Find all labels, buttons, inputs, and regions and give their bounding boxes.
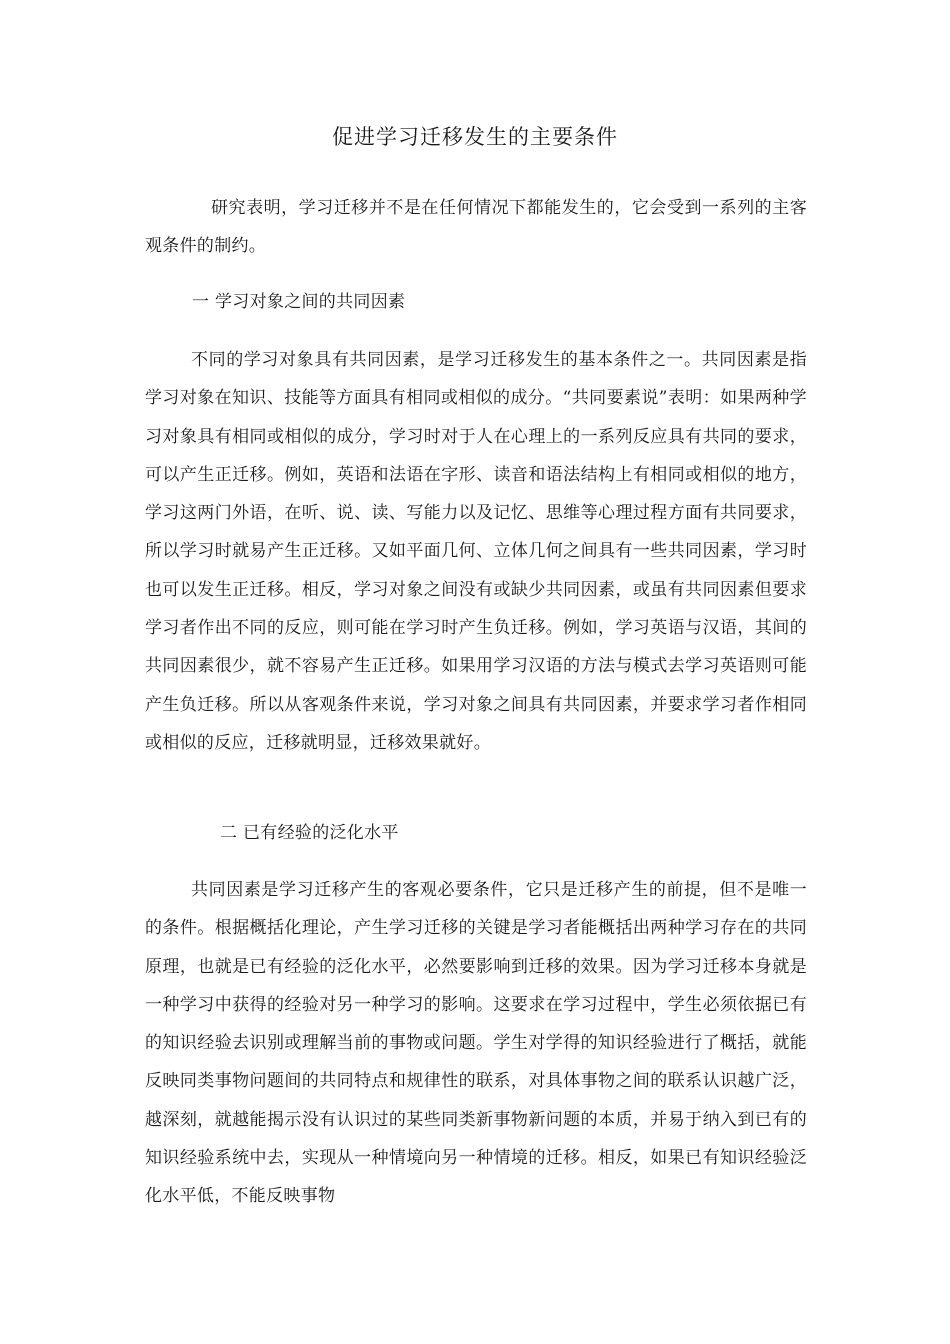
section-heading-1: 一 学习对象之间的共同因素 xyxy=(192,292,406,312)
section-paragraph-1: 不同的学习对象具有共同因素，是学习迁移发生的基本条件之一。共同因素是指学习对象在知识、技能等方面具有相同或相似的成分。“共同要素说”表明：如果两种学习对象具有相同或相似的成分，学习时对于人在心理上的一系列反应具有共同的要求，可以产生正迁移。例如，英语和法语在字形、读音和语法结构上有相同或相似的地方，学习这两门外语，在听、说、读、写能力以及记忆、思维等心理过程方面有共同要求，所以学习时就易产生正迁移。又如平面几何、立体几何之间具有一些共同因素，学习时也可以发生正迁移。相反，学习对象之间没有或缺少共同因素，或虽有共同因素但要求学习者作出不同的反应，则可能在学习时产生负迁移。例如，学习英语与汉语，其间的共同因素很少，就不容易产生正迁移。如果用学习汉语的方法与模式去学习英语则可能产生负迁移。所以从客观条件来说，学习对象之间具有共同因素，并要求学习者作相同或相似的反应，迁移就明显，迁移效果就好。 xyxy=(145,350,807,753)
section-paragraph-2: 共同因素是学习迁移产生的客观必要条件，它只是迁移产生的前提，但不是唯一的条件。根据概括化理论，产生学习迁移的关键是学习者能概括出两种学习存在的共同原理，也就是已有经验的泛化水平，必然要影响到迁移的效果。因为学习迁移本身就是一种学习中获得的经验对另一种学习的影响。这要求在学习过程中，学生必须依据已有的知识经验去识别或理解当前的事物或问题。学生对学得的知识经验进行了概括，就能反映同类事物问题间的共同特点和规律性的联系，对具体事物之间的联系认识越广泛，越深刻，就越能揭示没有认识过的某些同类新事物新问题的本质，并易于纳入到已有的知识经验系统中去，实现从一种情境向另一种情境的迁移。相反，如果已有知识经验泛化水平低，不能反映事物 xyxy=(145,880,807,1207)
section-heading-2: 二 已有经验的泛化水平 xyxy=(220,823,399,843)
document-title: 促进学习迁移发生的主要条件 xyxy=(332,125,618,149)
intro-paragraph: 研究表明，学习迁移并不是在任何情况下都能发生的，它会受到一系列的主客观条件的制约。 xyxy=(145,198,807,257)
